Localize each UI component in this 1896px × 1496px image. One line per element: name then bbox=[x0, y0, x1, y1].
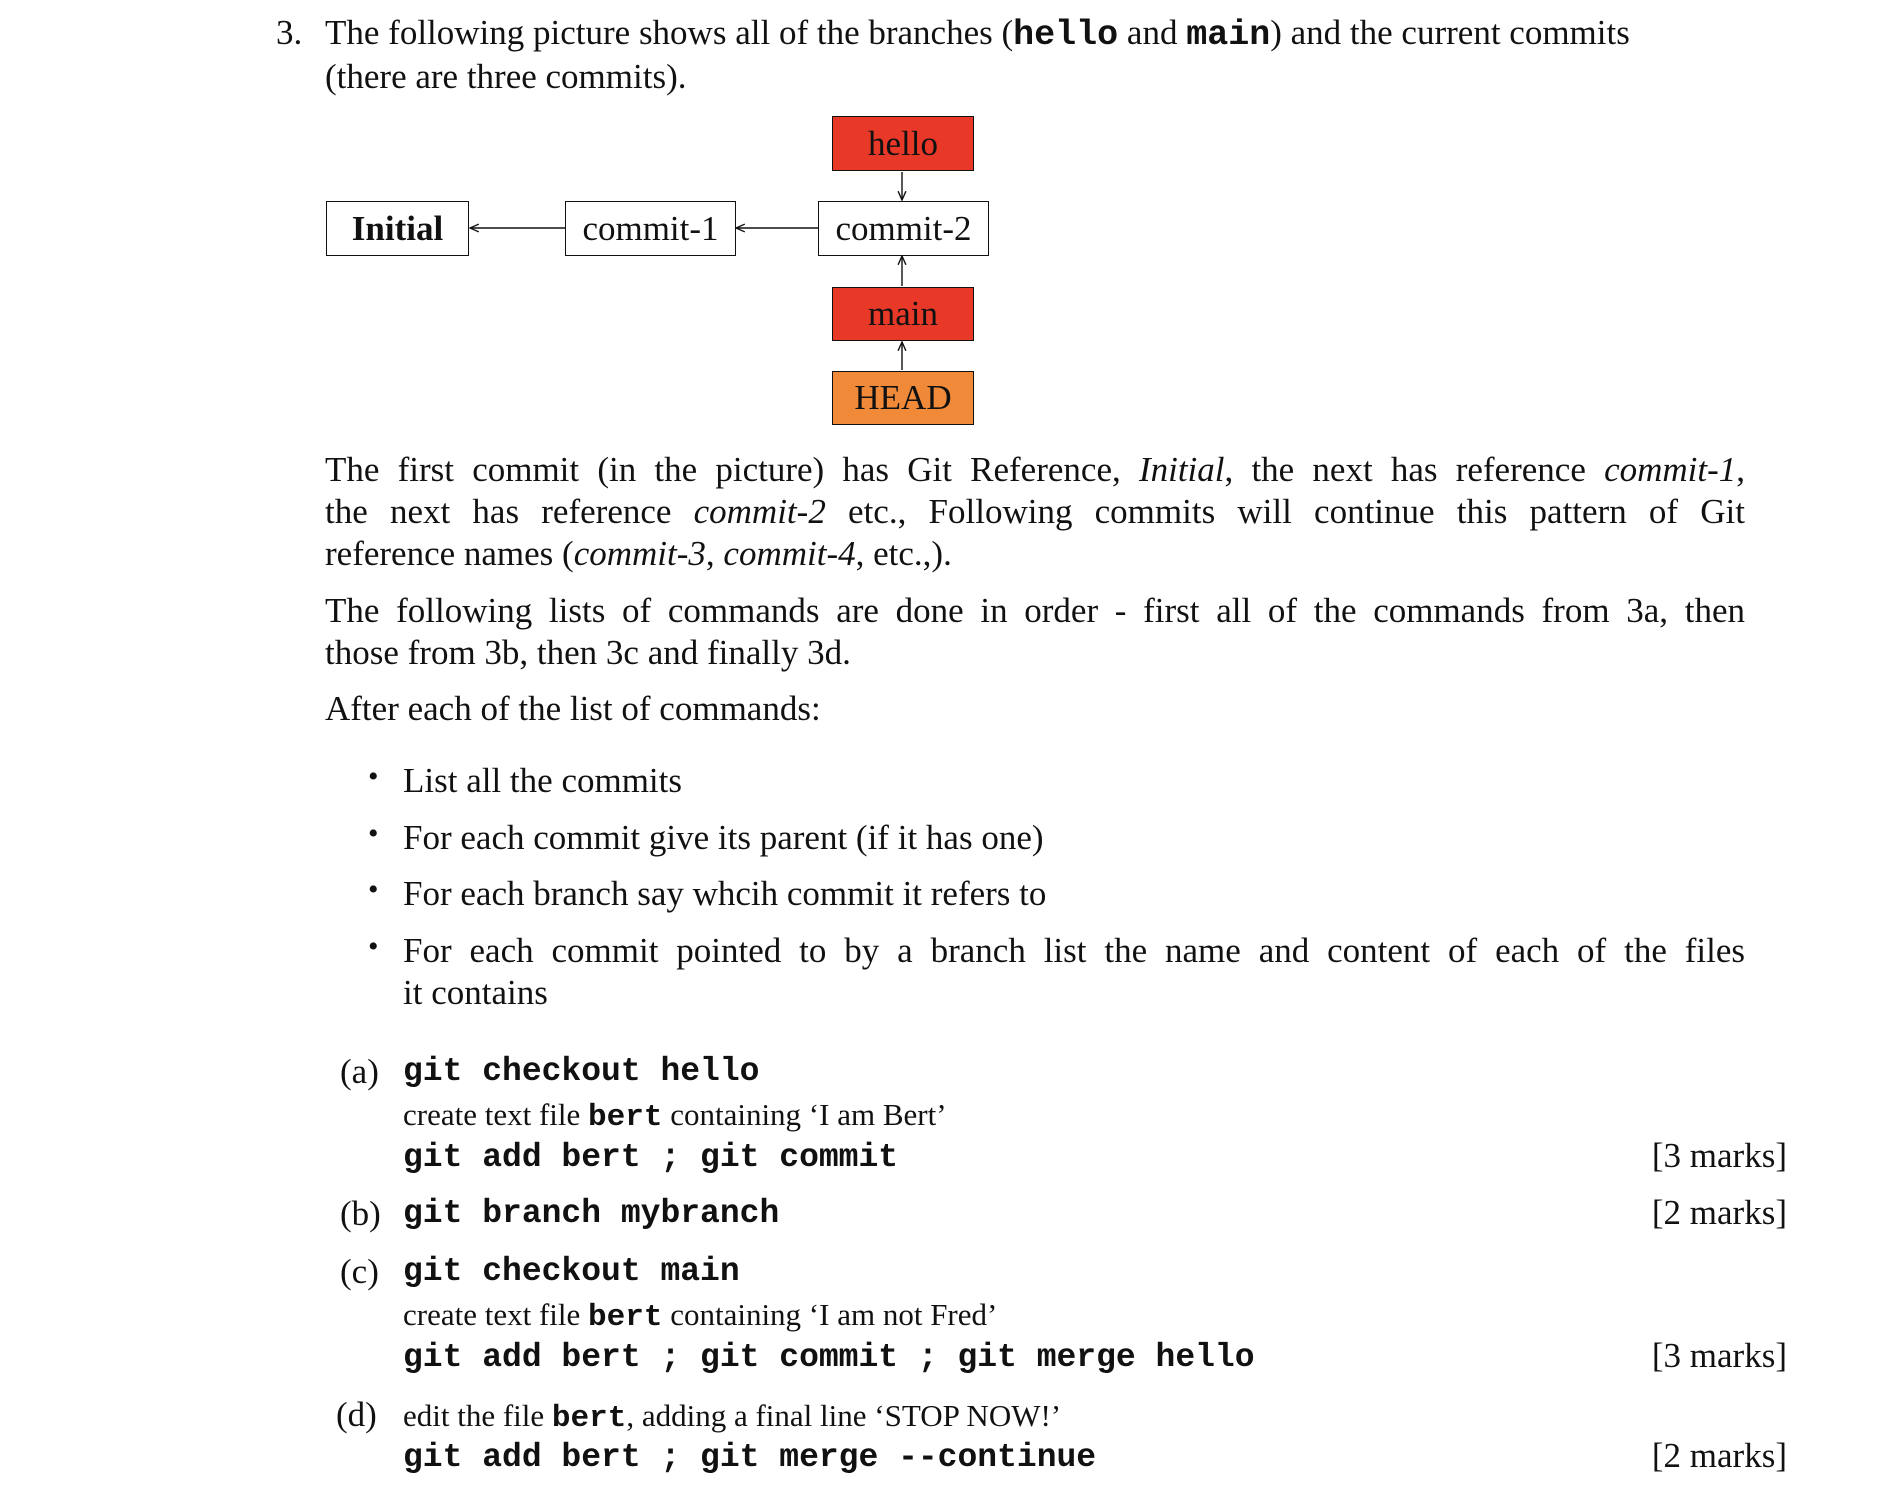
bullet-dot: • bbox=[368, 760, 379, 793]
part-a-text-2: containing ‘I am Bert’ bbox=[662, 1097, 947, 1132]
part-c-label: (c) bbox=[340, 1252, 379, 1291]
part-d-file: bert bbox=[551, 1401, 627, 1436]
head-node: HEAD bbox=[832, 371, 974, 425]
part-a-text bbox=[403, 1097, 947, 1135]
para1-line1 bbox=[325, 449, 1745, 491]
part-a-cmd2: git add bert ; git commit bbox=[403, 1139, 899, 1176]
para1-text: The first commit (in the picture) has Git Reference, bbox=[325, 450, 1139, 489]
intro-text-1: The following picture shows all of the branches ( bbox=[325, 13, 1014, 52]
bullet-item: List all the commits bbox=[403, 761, 682, 800]
part-c-text-2: containing ‘I am not Fred’ bbox=[662, 1297, 998, 1332]
intro-text-and: and bbox=[1118, 13, 1187, 52]
bullet-item-continuation: it contains bbox=[403, 973, 548, 1012]
part-d-marks: [2 marks] bbox=[1651, 1436, 1787, 1475]
para2 bbox=[325, 590, 1745, 674]
ref-initial: Initial bbox=[1138, 450, 1225, 489]
para1-text: , bbox=[1736, 450, 1746, 489]
part-c-file: bert bbox=[588, 1300, 663, 1335]
branch-hello-node: hello bbox=[832, 116, 974, 171]
para1-text: etc., Following commits will continue this pattern of Git bbox=[825, 492, 1745, 531]
intro-branch-main: main bbox=[1186, 15, 1271, 55]
para1-text: reference names ( bbox=[325, 534, 574, 573]
bullet-dot: • bbox=[368, 817, 379, 850]
ref-commit-4: commit-4 bbox=[723, 534, 856, 573]
part-b-label: (b) bbox=[340, 1194, 381, 1233]
bullet-item: For each commit pointed to by a branch list the name and content of each of the files bbox=[403, 931, 1745, 970]
para1-text: the next has reference bbox=[325, 492, 694, 531]
para2-line1: The following lists of commands are done in order - first all of the commands from 3a, then bbox=[325, 591, 1745, 630]
part-c-cmd1: git checkout main bbox=[403, 1253, 740, 1290]
bullet-item: For each commit give its parent (if it has one) bbox=[403, 818, 1044, 857]
part-c-cmd2: git add bert ; git commit ; git merge hello bbox=[403, 1339, 1255, 1376]
part-a-cmd1: git checkout hello bbox=[403, 1053, 760, 1090]
part-b-marks: [2 marks] bbox=[1651, 1193, 1787, 1232]
para1-line2 bbox=[325, 491, 1745, 533]
ref-commit-3: commit-3 bbox=[573, 534, 706, 573]
ref-commit-2: commit-2 bbox=[693, 492, 826, 531]
para3: After each of the list of commands: bbox=[325, 689, 821, 728]
question-intro-line2: (there are three commits). bbox=[325, 57, 687, 96]
para1-line3 bbox=[325, 533, 1745, 575]
bullet-dot: • bbox=[368, 930, 379, 963]
ref-commit-1: commit-1 bbox=[1604, 450, 1737, 489]
part-a-file: bert bbox=[588, 1100, 663, 1135]
intro-text-2: ) and the current commits bbox=[1270, 13, 1630, 52]
commit-2-node: commit-2 bbox=[818, 201, 989, 256]
part-c-text-1: create text file bbox=[403, 1297, 589, 1332]
para1 bbox=[325, 449, 1745, 575]
para2-line2: those from 3b, then 3c and finally 3d. bbox=[325, 633, 851, 672]
intro-branch-hello: hello bbox=[1013, 15, 1119, 55]
part-a-text-1: create text file bbox=[403, 1097, 589, 1132]
bullet-dot: • bbox=[368, 873, 379, 906]
part-c-marks: [3 marks] bbox=[1651, 1336, 1787, 1375]
bullet-item: For each branch say whcih commit it refers to bbox=[403, 874, 1047, 913]
para1-text: , etc.,). bbox=[855, 534, 952, 573]
part-d-label: (d) bbox=[336, 1395, 377, 1434]
branch-main-node: main bbox=[832, 287, 974, 341]
commit-1-node: commit-1 bbox=[565, 201, 736, 256]
part-c-text bbox=[403, 1297, 997, 1335]
part-d-text-1: edit the file bbox=[403, 1398, 552, 1433]
part-d-text bbox=[403, 1398, 1061, 1436]
part-a-marks: [3 marks] bbox=[1651, 1136, 1787, 1175]
commit-initial-node: Initial bbox=[326, 201, 469, 256]
part-a-label: (a) bbox=[340, 1052, 379, 1091]
para1-text: , the next has reference bbox=[1224, 450, 1605, 489]
part-b-cmd1: git branch mybranch bbox=[403, 1195, 780, 1232]
part-d-text-2: , adding a final line ‘STOP NOW!’ bbox=[626, 1398, 1062, 1433]
part-d-cmd2: git add bert ; git merge --continue bbox=[403, 1439, 1097, 1476]
question-number: 3. bbox=[276, 13, 303, 52]
para1-text: , bbox=[705, 534, 724, 573]
